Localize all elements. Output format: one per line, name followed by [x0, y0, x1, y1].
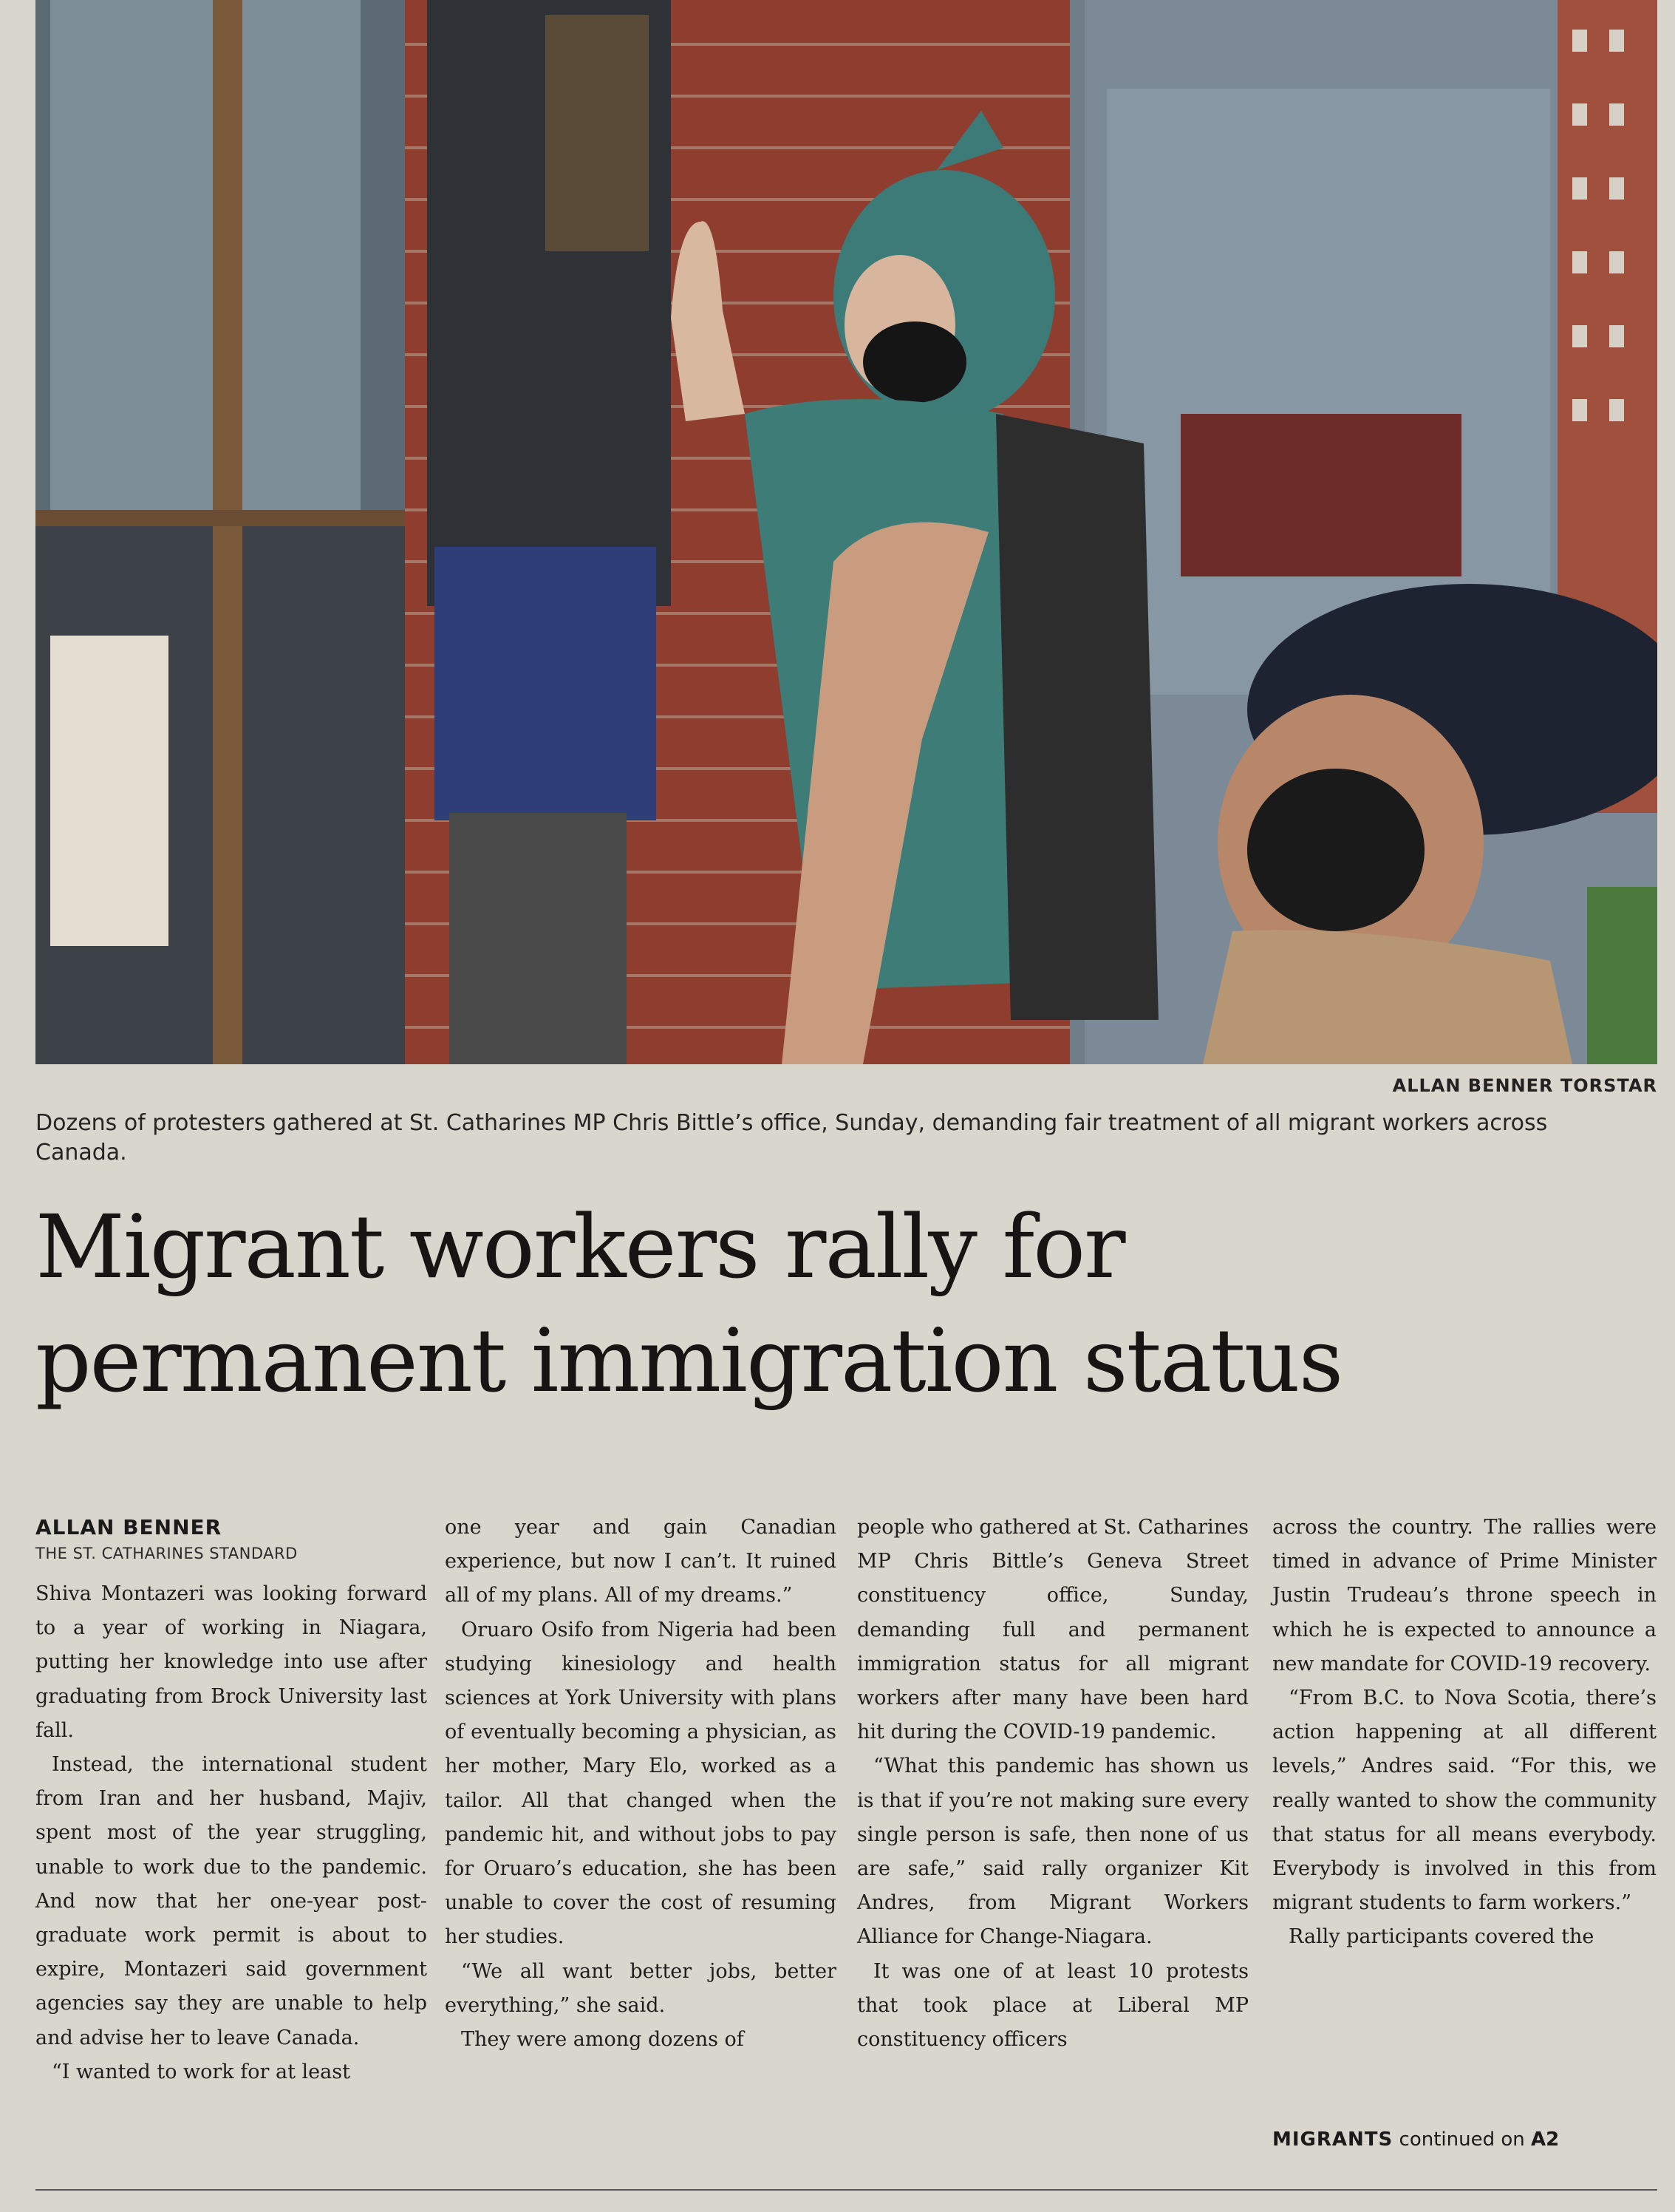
paragraph: Instead, the international student from Iran and her husband, Majiv, spent most of the year struggling, unable to work due to the pandemic. And now that her one-year post-graduate work permit is about to expire, Montazeri said government agencies say they are unable to help and advise her to leave Canada.: [35, 1753, 427, 2049]
paragraph: Oruaro Osifo from Nigeria had been studying kinesiology and health sciences at York University with plans of eventually becoming a physician, as her mother, Mary Elo, worked as a tailor. All that changed when the pandemic hit, and without jobs to pay for Oruaro’s education, she has been unable to cover the cost of resuming her studies.: [445, 1618, 836, 1949]
article-column-1: [35, 1577, 427, 2089]
paragraph: They were among dozens of: [461, 2028, 744, 2052]
article-column-2: [445, 1511, 836, 2057]
paragraph: “What this pandemic has shown us is that if you’re not making sure every single person is safe, then none of us are safe,” said rally organizer Kit Andres, from Migrant Workers Alliance for Change-Niagara.: [857, 1755, 1249, 1949]
jump-page: A2: [1531, 2128, 1560, 2151]
paragraph: “We all want better jobs, better everything,” she said.: [445, 1959, 836, 2017]
paragraph: “From B.C. to Nova Scotia, there’s action happening at all different levels,” Andres said. “For this, we really wanted to show the community that status for all means everybody. Everybody is involved in this from migrant students to farm workers.”: [1272, 1687, 1657, 1915]
jump-line[interactable]: [1272, 2128, 1559, 2151]
adult-mask: [1247, 769, 1425, 931]
photo-credit: ALLAN BENNER TORSTAR: [1392, 1075, 1657, 1096]
face-mask: [863, 321, 966, 403]
paragraph: people who gathered at St. Catharines MP Chris Bittle’s Geneva Street constituency office, Sunday, demanding full and permanent immigration status for all migrant workers after many have been hard hit during the COVID-19 pandemic.: [857, 1516, 1249, 1744]
ship-reflection: [1181, 414, 1461, 576]
handwritten-sign: [50, 636, 168, 946]
headline: [35, 1190, 1661, 1418]
paragraph: Rally participants covered the: [1289, 1925, 1594, 1949]
backpack: [996, 414, 1159, 1020]
news-photo: [35, 0, 1657, 1064]
photo-illustration: [35, 0, 1657, 1064]
photo-caption: Dozens of protesters gathered at St. Catharines MP Chris Bittle’s office, Sunday, demanding fair treatment of all migrant workers across Canada.: [35, 1110, 1548, 1165]
article-column-4: [1272, 1511, 1657, 1955]
byline-author: ALLAN BENNER: [35, 1515, 222, 1539]
paragraph: Shiva Montazeri was looking forward to a year of working in Niagara, putting her knowledge into use after graduating from Brock University last fall.: [35, 1582, 427, 1742]
paragraph: across the country. The rallies were timed in advance of Prime Minister Justin Trudeau’s throne speech in which he is expected to announce a new mandate for COVID-19 recovery.: [1272, 1516, 1657, 1675]
jump-keyword: MIGRANTS: [1272, 2128, 1393, 2151]
paragraph: It was one of at least 10 protests that took place at Liberal MP constituency officers: [857, 1959, 1249, 2052]
paragraph: one year and gain Canadian experience, but now I can’t. It ruined all of my plans. All of my dreams.”: [445, 1516, 836, 1607]
bottom-divider: [35, 2189, 1657, 2191]
article-column-3: [857, 1511, 1249, 2057]
byline-publication: THE ST. CATHARINES STANDARD: [35, 1545, 298, 1562]
jump-text: continued on: [1399, 2128, 1525, 2151]
headline-line-2: permanent immigration status: [35, 1310, 1343, 1412]
headline-line-1: Migrant workers rally for: [35, 1196, 1125, 1298]
paragraph: “I wanted to work for at least: [52, 2060, 350, 2083]
